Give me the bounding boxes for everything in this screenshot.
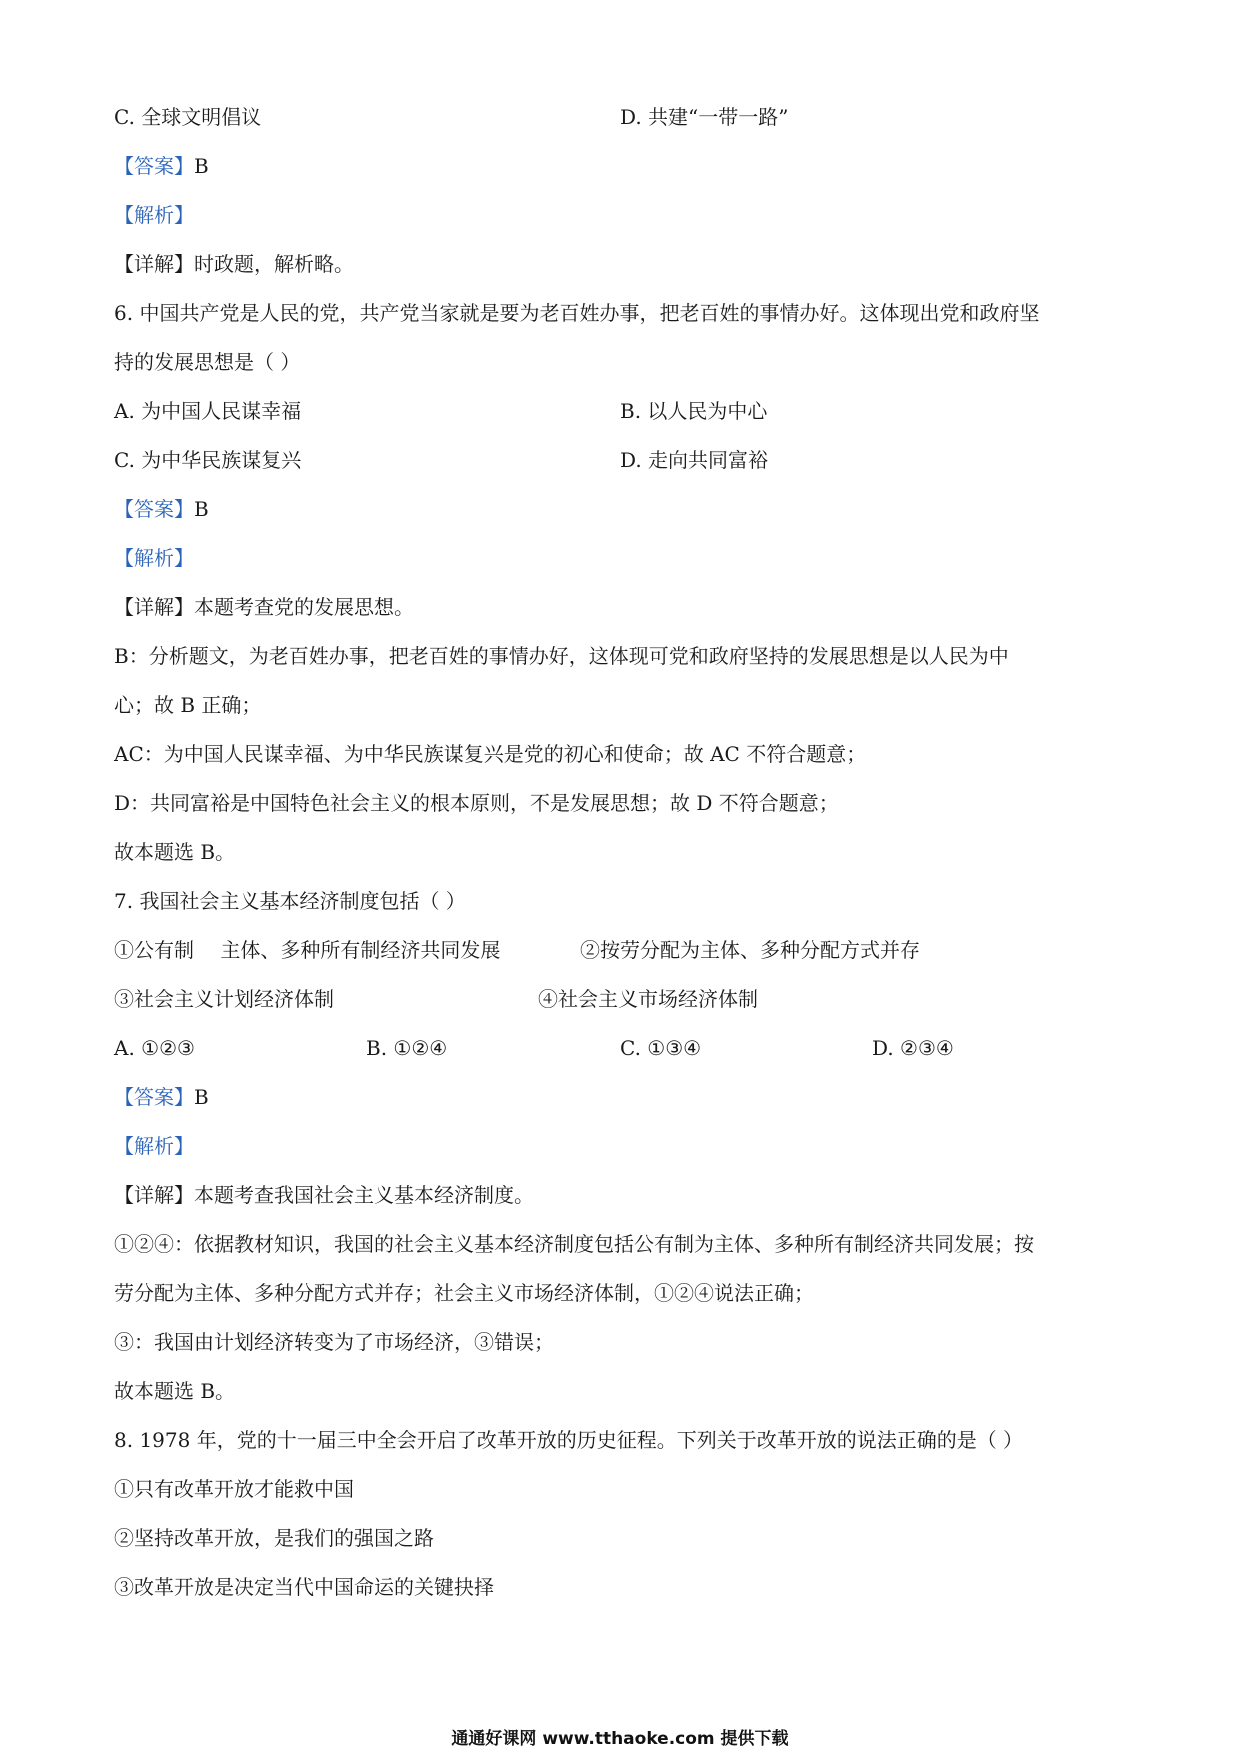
- q7-detail: 【详解】本题考查我国社会主义基本经济制度。: [114, 1183, 534, 1207]
- answer-tag: 【答案】: [114, 1085, 194, 1109]
- q8-item3: ③改革开放是决定当代中国命运的关键抉择: [114, 1575, 494, 1599]
- q7-stem: 7. 我国社会主义基本经济制度包括（ ）: [114, 889, 466, 913]
- q7-option-d: D. ②③④: [872, 1036, 954, 1060]
- q7-option-c: C. ①③④: [620, 1036, 702, 1060]
- q6-detail: 【详解】本题考查党的发展思想。: [114, 595, 414, 619]
- q7-item2: ②按劳分配为主体、多种分配方式并存: [580, 938, 920, 962]
- q8-item1: ①只有改革开放才能救中国: [114, 1477, 354, 1501]
- q7-option-a: A. ①②③: [114, 1036, 195, 1060]
- q7-explain-line1: ①②④：依据教材知识，我国的社会主义基本经济制度包括公有制为主体、多种所有制经济共同发展；按: [114, 1232, 1034, 1256]
- q6-stem-line2: 持的发展思想是（ ）: [114, 350, 301, 374]
- q6-explain-b-line1: B：分析题文，为老百姓办事，把老百姓的事情办好，这体现可党和政府坚持的发展思想是以人民为中: [114, 644, 1009, 668]
- q5-option-d: D. 共建“一带一路”: [620, 105, 789, 129]
- answer-value: B: [194, 1085, 209, 1109]
- answer-value: B: [194, 154, 209, 178]
- answer-value: B: [194, 497, 209, 521]
- q5-detail: 【详解】时政题，解析略。: [114, 252, 354, 276]
- answer-tag: 【答案】: [114, 497, 194, 521]
- q6-explain-d: D：共同富裕是中国特色社会主义的根本原则，不是发展思想；故 D 不符合题意；: [114, 791, 839, 815]
- q7-explain-line2: 劳分配为主体、多种分配方式并存；社会主义市场经济体制，①②④说法正确；: [114, 1281, 814, 1305]
- q7-answer-line: [114, 1083, 209, 1111]
- answer-tag: 【答案】: [114, 154, 194, 178]
- q6-explain-b-line2: 心；故 B 正确；: [114, 693, 262, 717]
- q5-answer-line: [114, 152, 209, 180]
- q5-analysis-tag: 【解析】: [114, 203, 194, 227]
- q7-conclusion: 故本题选 B。: [114, 1379, 236, 1403]
- page-footer: 通通好课网 www.tthaoke.com 提供下载: [451, 1729, 789, 1749]
- q7-option-b: B. ①②④: [366, 1036, 448, 1060]
- q6-option-b: B. 以人民为中心: [620, 399, 768, 423]
- q6-stem-line1: 6. 中国共产党是人民的党，共产党当家就是要为老百姓办事，把老百姓的事情办好。这体现出党和政府坚: [114, 301, 1040, 325]
- q6-answer-line: [114, 495, 209, 523]
- q6-explain-ac: AC：为中国人民谋幸福、为中华民族谋复兴是党的初心和使命；故 AC 不符合题意；: [114, 742, 867, 766]
- q5-option-c: C. 全球文明倡议: [114, 105, 262, 129]
- q8-stem: 8. 1978 年，党的十一届三中全会开启了改革开放的历史征程。下列关于改革开放的说法正确的是（ ）: [114, 1428, 1024, 1452]
- q6-analysis-tag: 【解析】: [114, 546, 194, 570]
- q8-item2: ②坚持改革开放，是我们的强国之路: [114, 1526, 434, 1550]
- q6-conclusion: 故本题选 B。: [114, 840, 236, 864]
- q6-option-c: C. 为中华民族谋复兴: [114, 448, 302, 472]
- q7-item1: ①公有制 主体、多种所有制经济共同发展: [114, 938, 501, 962]
- q7-item4: ④社会主义市场经济体制: [538, 987, 758, 1011]
- q6-option-d: D. 走向共同富裕: [620, 448, 769, 472]
- q7-analysis-tag: 【解析】: [114, 1134, 194, 1158]
- q6-option-a: A. 为中国人民谋幸福: [114, 399, 302, 423]
- q7-item3: ③社会主义计划经济体制: [114, 987, 334, 1011]
- q7-explain-line3: ③：我国由计划经济转变为了市场经济，③错误；: [114, 1330, 554, 1354]
